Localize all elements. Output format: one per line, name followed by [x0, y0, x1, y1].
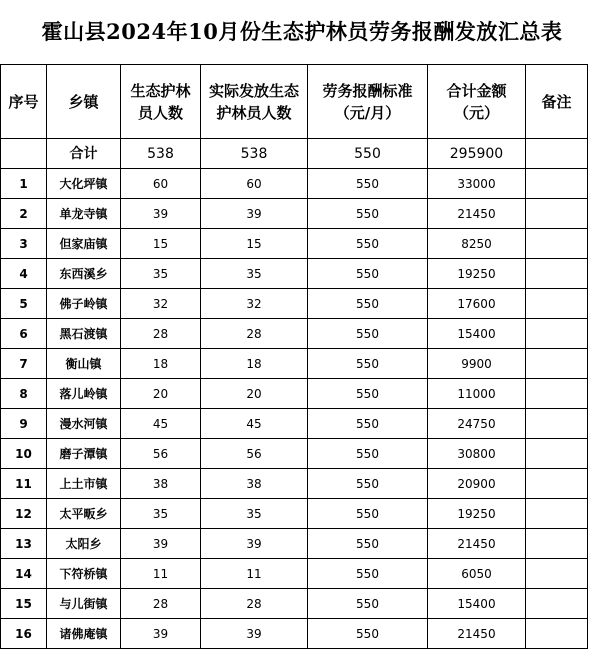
- header-total-amount: 合计金额（元）: [428, 65, 526, 139]
- row-amount: 15400: [428, 589, 526, 619]
- row-actual-count: 60: [201, 169, 308, 199]
- total-seq-cell: [1, 139, 47, 169]
- row-remark: [526, 229, 588, 259]
- row-pay-standard: 550: [308, 259, 428, 289]
- row-actual-count: 18: [201, 349, 308, 379]
- row-ranger-count: 56: [121, 439, 201, 469]
- row-amount: 24750: [428, 409, 526, 439]
- row-ranger-count: 28: [121, 319, 201, 349]
- row-remark: [526, 469, 588, 499]
- row-pay-standard: 550: [308, 499, 428, 529]
- total-remark: [526, 139, 588, 169]
- total-amount: 295900: [428, 139, 526, 169]
- row-ranger-count: 39: [121, 529, 201, 559]
- row-town: 漫水河镇: [47, 409, 121, 439]
- row-amount: 30800: [428, 439, 526, 469]
- row-amount: 20900: [428, 469, 526, 499]
- row-actual-count: 56: [201, 439, 308, 469]
- summary-table: [0, 64, 588, 649]
- row-ranger-count: 15: [121, 229, 201, 259]
- document-title: 霍山县2024年10月份生态护林员劳务报酬发放汇总表: [41, 19, 563, 44]
- table-row: [1, 289, 588, 319]
- row-amount: 15400: [428, 319, 526, 349]
- row-actual-count: 32: [201, 289, 308, 319]
- table-row: [1, 559, 588, 589]
- row-actual-count: 35: [201, 259, 308, 289]
- row-remark: [526, 199, 588, 229]
- total-ranger-count: 538: [121, 139, 201, 169]
- row-amount: 33000: [428, 169, 526, 199]
- row-seq: 5: [1, 289, 47, 319]
- table-body: [1, 65, 588, 649]
- row-town: 太阳乡: [47, 529, 121, 559]
- row-town: 诸佛庵镇: [47, 619, 121, 649]
- row-remark: [526, 169, 588, 199]
- row-amount: 21450: [428, 199, 526, 229]
- row-amount: 9900: [428, 349, 526, 379]
- row-town: 衡山镇: [47, 349, 121, 379]
- row-remark: [526, 589, 588, 619]
- row-actual-count: 28: [201, 319, 308, 349]
- header-pay-standard: 劳务报酬标准（元/月）: [308, 65, 428, 139]
- table-row: [1, 619, 588, 649]
- row-actual-count: 11: [201, 559, 308, 589]
- total-label: 合计: [47, 139, 121, 169]
- row-seq: 11: [1, 469, 47, 499]
- row-pay-standard: 550: [308, 619, 428, 649]
- row-ranger-count: 35: [121, 499, 201, 529]
- row-actual-count: 15: [201, 229, 308, 259]
- row-town: 黑石渡镇: [47, 319, 121, 349]
- row-actual-count: 45: [201, 409, 308, 439]
- table-row: [1, 589, 588, 619]
- row-seq: 3: [1, 229, 47, 259]
- row-amount: 19250: [428, 499, 526, 529]
- row-pay-standard: 550: [308, 409, 428, 439]
- row-remark: [526, 349, 588, 379]
- row-seq: 13: [1, 529, 47, 559]
- row-pay-standard: 550: [308, 559, 428, 589]
- row-remark: [526, 289, 588, 319]
- row-pay-standard: 550: [308, 199, 428, 229]
- row-seq: 2: [1, 199, 47, 229]
- row-town: 下符桥镇: [47, 559, 121, 589]
- table-row: [1, 439, 588, 469]
- row-pay-standard: 550: [308, 379, 428, 409]
- row-remark: [526, 529, 588, 559]
- row-amount: 19250: [428, 259, 526, 289]
- row-ranger-count: 35: [121, 259, 201, 289]
- row-ranger-count: 45: [121, 409, 201, 439]
- row-town: 东西溪乡: [47, 259, 121, 289]
- row-pay-standard: 550: [308, 169, 428, 199]
- row-pay-standard: 550: [308, 349, 428, 379]
- row-actual-count: 39: [201, 529, 308, 559]
- table-row: [1, 469, 588, 499]
- row-town: 太平畈乡: [47, 499, 121, 529]
- row-remark: [526, 439, 588, 469]
- row-pay-standard: 550: [308, 289, 428, 319]
- total-pay-standard: 550: [308, 139, 428, 169]
- row-remark: [526, 409, 588, 439]
- row-town: 磨子潭镇: [47, 439, 121, 469]
- row-seq: 14: [1, 559, 47, 589]
- row-amount: 6050: [428, 559, 526, 589]
- row-town: 单龙寺镇: [47, 199, 121, 229]
- row-amount: 11000: [428, 379, 526, 409]
- row-pay-standard: 550: [308, 439, 428, 469]
- row-town: 落儿岭镇: [47, 379, 121, 409]
- row-pay-standard: 550: [308, 469, 428, 499]
- header-actual-count: 实际发放生态护林员人数: [201, 65, 308, 139]
- row-ranger-count: 39: [121, 199, 201, 229]
- row-pay-standard: 550: [308, 229, 428, 259]
- row-pay-standard: 550: [308, 319, 428, 349]
- table-row: [1, 169, 588, 199]
- total-actual-count: 538: [201, 139, 308, 169]
- row-seq: 8: [1, 379, 47, 409]
- row-amount: 17600: [428, 289, 526, 319]
- header-seq: 序号: [1, 65, 47, 139]
- row-ranger-count: 32: [121, 289, 201, 319]
- row-actual-count: 28: [201, 589, 308, 619]
- table-row: [1, 499, 588, 529]
- row-remark: [526, 259, 588, 289]
- row-amount: 21450: [428, 529, 526, 559]
- row-town: 上土市镇: [47, 469, 121, 499]
- row-remark: [526, 559, 588, 589]
- row-seq: 4: [1, 259, 47, 289]
- table-row: [1, 229, 588, 259]
- row-remark: [526, 319, 588, 349]
- row-remark: [526, 379, 588, 409]
- row-pay-standard: 550: [308, 589, 428, 619]
- row-town: 但家庙镇: [47, 229, 121, 259]
- table-row: [1, 319, 588, 349]
- row-seq: 16: [1, 619, 47, 649]
- total-row: [1, 139, 588, 169]
- header-ranger-count: 生态护林员人数: [121, 65, 201, 139]
- row-ranger-count: 18: [121, 349, 201, 379]
- row-ranger-count: 11: [121, 559, 201, 589]
- row-actual-count: 39: [201, 619, 308, 649]
- row-actual-count: 39: [201, 199, 308, 229]
- row-seq: 6: [1, 319, 47, 349]
- row-actual-count: 38: [201, 469, 308, 499]
- row-amount: 8250: [428, 229, 526, 259]
- row-seq: 15: [1, 589, 47, 619]
- header-town: 乡镇: [47, 65, 121, 139]
- row-remark: [526, 499, 588, 529]
- row-actual-count: 20: [201, 379, 308, 409]
- row-seq: 9: [1, 409, 47, 439]
- row-pay-standard: 550: [308, 529, 428, 559]
- row-town: 大化坪镇: [47, 169, 121, 199]
- row-seq: 10: [1, 439, 47, 469]
- table-row: [1, 349, 588, 379]
- row-town: 与儿街镇: [47, 589, 121, 619]
- row-seq: 1: [1, 169, 47, 199]
- row-seq: 7: [1, 349, 47, 379]
- table-row: [1, 409, 588, 439]
- table-row: [1, 259, 588, 289]
- row-remark: [526, 619, 588, 649]
- table-row: [1, 199, 588, 229]
- row-ranger-count: 38: [121, 469, 201, 499]
- row-seq: 12: [1, 499, 47, 529]
- header-row: [1, 65, 588, 139]
- row-actual-count: 35: [201, 499, 308, 529]
- row-ranger-count: 28: [121, 589, 201, 619]
- row-town: 佛子岭镇: [47, 289, 121, 319]
- row-amount: 21450: [428, 619, 526, 649]
- header-remark: 备注: [526, 65, 588, 139]
- row-ranger-count: 39: [121, 619, 201, 649]
- row-ranger-count: 20: [121, 379, 201, 409]
- table-row: [1, 529, 588, 559]
- row-ranger-count: 60: [121, 169, 201, 199]
- table-row: [1, 379, 588, 409]
